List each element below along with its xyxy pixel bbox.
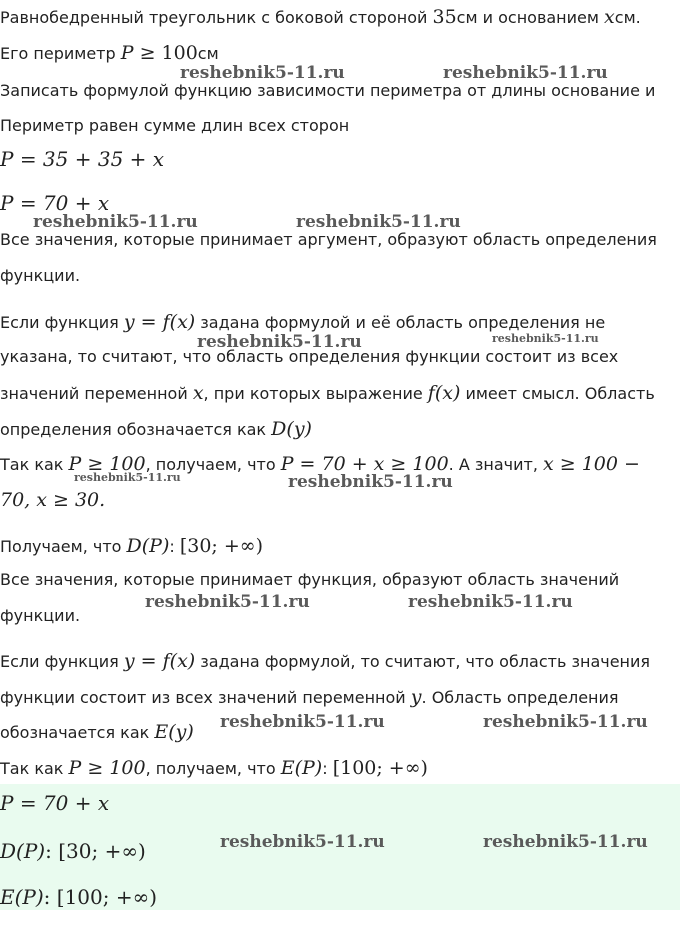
watermark: reshebnik5-11.ru — [483, 832, 648, 852]
watermark: reshebnik5-11.ru — [483, 712, 648, 732]
watermark: reshebnik5-11.ru — [180, 63, 345, 83]
perimeter-rule: Периметр равен сумме длин всех сторон — [0, 116, 350, 135]
domain-def-line-2: функции. — [0, 266, 81, 285]
condition-line-1: Равнобедренный треугольник с боковой стороной 35см и основанием xсм. — [0, 6, 641, 28]
domain-rule-line-4: определения обозначается как D(y) — [0, 418, 312, 440]
equation-1: P = 35 + 35 + x — [0, 147, 165, 171]
condition-line-2: Его периметр P ≥ 100см — [0, 42, 219, 64]
domain-derivation-line-2: 70, x ≥ 30. — [0, 489, 106, 511]
watermark: reshebnik5-11.ru — [492, 332, 599, 345]
domain-result: Получаем, что D(P): [30; +∞) — [0, 535, 264, 557]
watermark: reshebnik5-11.ru — [74, 471, 181, 484]
equation-2: P = 70 + x — [0, 191, 110, 215]
domain-rule-line-3: значений переменной x, при которых выражение f(x) имеет смысл. Область — [0, 382, 655, 404]
range-rule-line-3: обозначается как E(y) — [0, 721, 194, 743]
watermark: reshebnik5-11.ru — [408, 592, 573, 612]
watermark: reshebnik5-11.ru — [288, 472, 453, 492]
range-rule-line-1: Если функция y = f(x) задана формулой, то считают, что область значения — [0, 650, 651, 672]
watermark: reshebnik5-11.ru — [220, 832, 385, 852]
watermark: reshebnik5-11.ru — [197, 332, 362, 352]
range-def-line-2: функции. — [0, 606, 81, 625]
watermark: reshebnik5-11.ru — [145, 592, 310, 612]
watermark: reshebnik5-11.ru — [220, 712, 385, 732]
task-line: Записать формулой функцию зависимости периметра от длины основание и — [0, 81, 656, 100]
range-rule-line-2: функции состоит из всех значений переменной y. Область определения — [0, 686, 619, 708]
domain-derivation-line-1: Так как P ≥ 100, получаем, что P = 70 + x ≥ 100. А значит, x ≥ 100 − — [0, 453, 640, 475]
domain-rule-line-1: Если функция y = f(x) задана формулой и её область определения не — [0, 311, 606, 333]
watermark: reshebnik5-11.ru — [296, 212, 461, 232]
range-def-line-1: Все значения, которые принимает функция, образуют область значений — [0, 570, 620, 589]
answer-range: E(P): [100; +∞) — [0, 885, 158, 909]
answer-formula: P = 70 + x — [0, 791, 110, 815]
answer-domain: D(P): [30; +∞) — [0, 839, 146, 863]
domain-def-line-1: Все значения, которые принимает аргумент, образуют область определения — [0, 230, 657, 249]
range-result: Так как P ≥ 100, получаем, что E(P): [100; +∞) — [0, 757, 428, 779]
watermark: reshebnik5-11.ru — [443, 63, 608, 83]
domain-rule-line-2: указана, то считают, что область определения функции состоит из всех — [0, 347, 619, 366]
watermark: reshebnik5-11.ru — [33, 212, 198, 232]
